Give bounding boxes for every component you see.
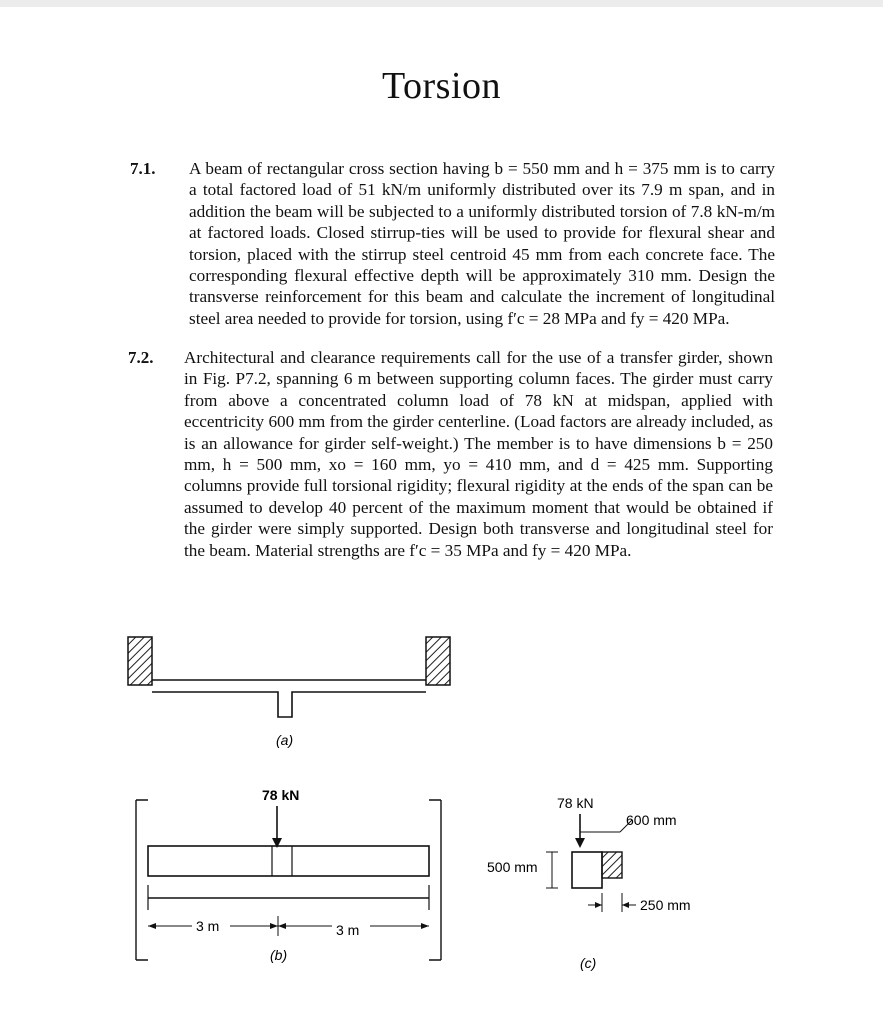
- right-support-b: [429, 800, 441, 960]
- elevation-view-b: [136, 787, 441, 963]
- width-label: 250 mm: [640, 897, 691, 913]
- column-section: [602, 852, 622, 878]
- load-label-c: 78 kN: [557, 795, 594, 811]
- page-title: Torsion: [381, 65, 502, 107]
- girder-plan: [152, 680, 426, 717]
- label-b: (b): [270, 947, 288, 963]
- left-support-b: [136, 800, 148, 960]
- girder-elevation: [148, 846, 429, 876]
- eccentricity-label: 600 mm: [626, 812, 677, 828]
- depth-label: 500 mm: [487, 859, 538, 875]
- load-arrowhead-c: [575, 838, 585, 848]
- width-arrow-right: [622, 902, 629, 908]
- problem-number: 7.2.: [128, 348, 154, 367]
- left-column: [128, 637, 152, 685]
- right-column: [426, 637, 450, 685]
- problem-text: Architectural and clearance requirements call for the use of a transfer girder, shown in Fig. P7.2, spanning 6 m between supporting column faces. The girder must carry from above a concentrated column load of 78 kN at midspan, applied with eccentricity 600 mm from the girder centerline. (Load factors are already included, as is an allowance for girder self-weight.) The member is to have dimensions b = 250 mm, h = 500 mm, xo = 160 mm, yo = 410 mm, and d = 425 mm. Supporting columns provide full torsional rigidity; flexural rigidity at the ends of the span can be assumed to develop 40 percent of the maximum moment that would be obtained if the girder were simply supported. Design both transverse and longitudinal steel for the beam. Material strengths are f′c = 35 MPa and fy = 420 MPa.: [184, 348, 773, 560]
- problem-number: 7.1.: [130, 159, 156, 178]
- width-arrow-left: [595, 902, 602, 908]
- span-left-label: 3 m: [196, 918, 220, 934]
- dim-arrow-4: [421, 923, 429, 929]
- dim-arrow-3: [278, 923, 286, 929]
- dim-arrow-1: [148, 923, 156, 929]
- label-a: (a): [276, 732, 294, 748]
- section-view-c: [487, 795, 691, 971]
- plan-view-a: [128, 637, 450, 748]
- girder-section: [572, 852, 602, 888]
- load-label-b: 78 kN: [262, 787, 300, 803]
- problem-text: A beam of rectangular cross section having b = 550 mm and h = 375 mm is to carry a total factored load of 51 kN/m uniformly distributed over its 7.9 m span, and in addition the beam will be subjected to a uniformly distributed torsion of 7.8 kN-m/m at factored loads. Closed stirrup-ties will be used to provide for flexural shear and torsion, placed with the stirrup steel centroid 45 mm from each concrete face. The corresponding flexural effective depth will be approximately 310 mm. Design the transverse reinforcement for this beam and calculate the increment of longitudinal steel area needed to provide for torsion, using f′c = 28 MPa and fy = 420 MPa.: [189, 159, 775, 328]
- label-c: (c): [580, 955, 597, 971]
- span-right-label: 3 m: [336, 922, 360, 938]
- dim-arrow-2: [270, 923, 278, 929]
